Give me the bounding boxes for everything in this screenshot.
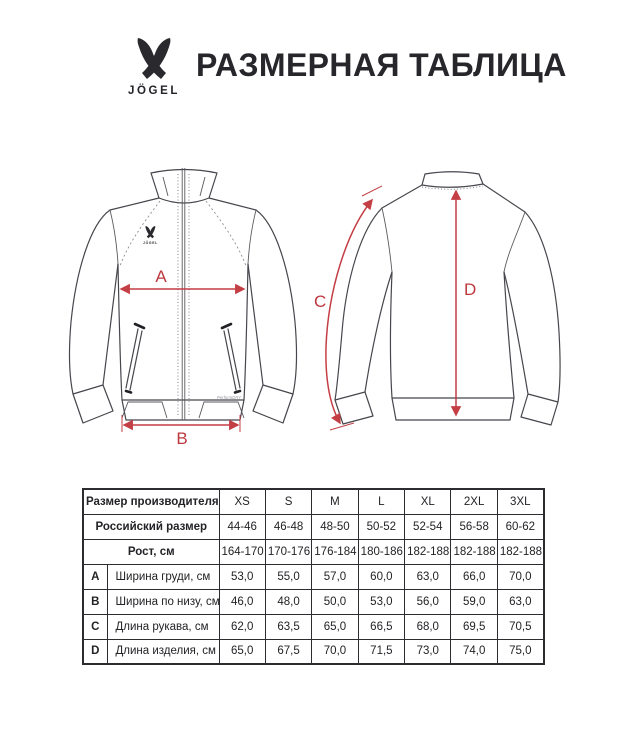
measure-value-cell: 75,0 <box>497 639 543 664</box>
size-value-cell: 2XL <box>451 489 497 514</box>
jogel-logo-icon <box>136 38 172 82</box>
back-collar-outline <box>422 172 483 188</box>
size-value-cell: 164-170 <box>219 539 265 564</box>
table-measure-row <box>83 589 544 614</box>
measure-name-cell: Ширина по низу, см <box>107 589 219 614</box>
measure-letter-cell: A <box>83 564 107 589</box>
right-pocket <box>224 329 240 390</box>
measure-value-cell: 66,0 <box>451 564 497 589</box>
measure-value-cell: 55,0 <box>265 564 311 589</box>
measure-value-cell: 73,0 <box>405 639 451 664</box>
zipper <box>182 168 185 420</box>
size-value-cell: XL <box>405 489 451 514</box>
measure-label-c: C <box>314 292 327 311</box>
hem-band <box>122 400 244 420</box>
measure-value-cell: 56,0 <box>405 589 451 614</box>
measure-letter-cell: B <box>83 589 107 614</box>
back-right-cuff <box>521 394 558 425</box>
table-header-row <box>83 514 544 539</box>
left-cuff <box>73 385 113 423</box>
back-right-sleeve <box>525 212 560 402</box>
measure-value-cell: 59,0 <box>451 589 497 614</box>
measure-value-cell: 71,5 <box>358 639 404 664</box>
measure-value-cell: 63,0 <box>405 564 451 589</box>
size-value-cell: 48-50 <box>312 514 358 539</box>
jacket-front-diagram <box>56 152 310 452</box>
size-value-cell: 60-62 <box>497 514 543 539</box>
brand-logo-text: JÖGEL <box>128 85 180 97</box>
row-label: Российский размер <box>83 514 219 539</box>
measure-value-cell: 66,5 <box>358 614 404 639</box>
measure-value-cell: 57,0 <box>312 564 358 589</box>
right-sleeve <box>256 210 296 394</box>
measure-value-cell: 50,0 <box>312 589 358 614</box>
back-left-sleeve <box>335 208 382 400</box>
measure-value-cell: 74,0 <box>451 639 497 664</box>
right-cuff <box>253 385 293 423</box>
measure-name-cell: Длина рукава, см <box>107 614 219 639</box>
size-value-cell: 3XL <box>497 489 543 514</box>
measure-value-cell: 53,0 <box>219 564 265 589</box>
size-value-cell: M <box>312 489 358 514</box>
measure-value-cell: 63,5 <box>265 614 311 639</box>
measure-value-cell: 70,5 <box>497 614 543 639</box>
measure-value-cell: 69,5 <box>451 614 497 639</box>
back-body-outline <box>391 272 515 398</box>
measure-value-cell: 62,0 <box>219 614 265 639</box>
measure-value-cell: 70,0 <box>497 564 543 589</box>
size-value-cell: 50-52 <box>358 514 404 539</box>
page-title: РАЗМЕРНАЯ ТАБЛИЦА <box>196 47 567 83</box>
measure-value-cell: 60,0 <box>358 564 404 589</box>
measure-name-cell: Длина изделия, см <box>107 639 219 664</box>
back-left-cuff <box>335 392 373 424</box>
measure-value-cell: 48,0 <box>265 589 311 614</box>
table-header-row <box>83 489 544 514</box>
jacket-back-diagram <box>312 152 572 452</box>
size-value-cell: 170-176 <box>265 539 311 564</box>
measure-value-cell: 65,0 <box>219 639 265 664</box>
measure-value-cell: 70,0 <box>312 639 358 664</box>
size-value-cell: L <box>358 489 404 514</box>
size-value-cell: 44-46 <box>219 514 265 539</box>
size-value-cell: 180-186 <box>358 539 404 564</box>
back-hem-band <box>392 398 514 420</box>
chest-logo-text: JÖGEL <box>143 241 158 245</box>
size-table-body <box>83 489 544 664</box>
table-measure-row <box>83 564 544 589</box>
size-value-cell: 52-54 <box>405 514 451 539</box>
table-header-row <box>83 539 544 564</box>
left-pocket <box>126 329 142 390</box>
size-value-cell: 56-58 <box>451 514 497 539</box>
size-value-cell: 182-188 <box>497 539 543 564</box>
measure-label-a: A <box>155 267 167 286</box>
measure-value-cell: 63,0 <box>497 589 543 614</box>
size-table <box>82 488 545 665</box>
size-value-cell: 182-188 <box>451 539 497 564</box>
left-sleeve <box>70 210 110 394</box>
row-label: Размер производителя <box>83 489 219 514</box>
measure-value-cell: 68,0 <box>405 614 451 639</box>
jacket-tech-label: PerformDRY <box>216 395 242 400</box>
size-value-cell: 182-188 <box>405 539 451 564</box>
measure-letter-cell: C <box>83 614 107 639</box>
measure-value-cell: 53,0 <box>358 589 404 614</box>
measure-label-b: B <box>176 429 188 448</box>
row-label: Рост, см <box>83 539 219 564</box>
size-value-cell: XS <box>219 489 265 514</box>
table-measure-row <box>83 614 544 639</box>
measure-value-cell: 46,0 <box>219 589 265 614</box>
size-value-cell: S <box>265 489 311 514</box>
collar-outline <box>151 170 217 204</box>
measure-letter-cell: D <box>83 639 107 664</box>
table-measure-row <box>83 639 544 664</box>
chest-logo-icon <box>145 226 155 238</box>
measure-name-cell: Ширина груди, см <box>107 564 219 589</box>
measure-value-cell: 67,5 <box>265 639 311 664</box>
measure-label-d: D <box>464 280 477 299</box>
measure-value-cell: 65,0 <box>312 614 358 639</box>
size-value-cell: 176-184 <box>312 539 358 564</box>
brand-logo <box>121 38 187 97</box>
size-value-cell: 46-48 <box>265 514 311 539</box>
